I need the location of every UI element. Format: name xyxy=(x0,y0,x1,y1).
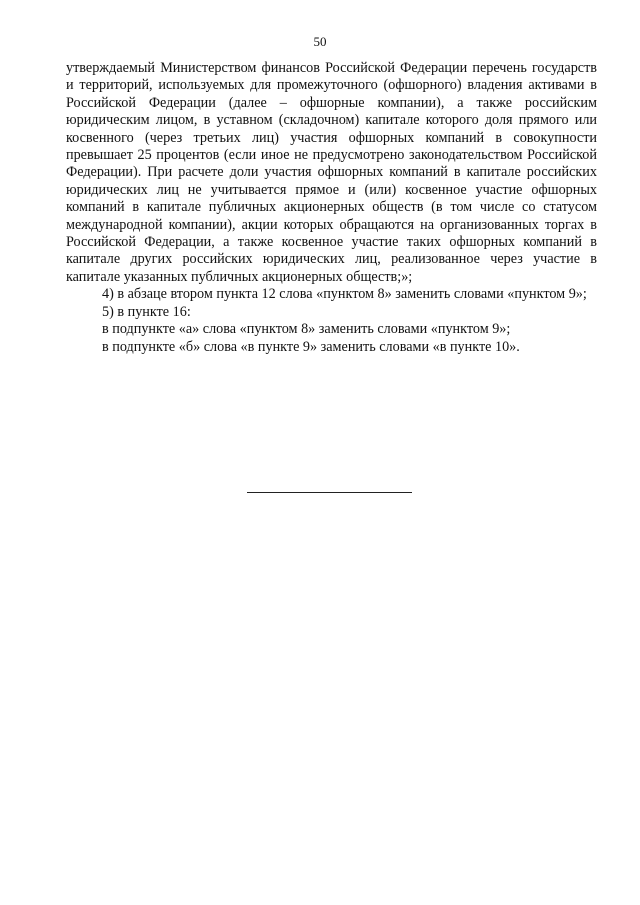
document-body xyxy=(66,60,597,356)
paragraph-offshore-definition: утверждаемый Министерством финансов Российской Федерации перечень государств и территорий, используемых для промежуточного (офшорного) владения активами в Российской Федерации (далее – офшорные компании), а также российским юридическим лицом, в уставном (складочном) капитале которого доля прямого или косвенного (через третьих лиц) участия офшорных компаний в совокупности превышает 25 процентов (если иное не предусмотрено законодательством Российской Федерации). При расчете доли участия офшорных компаний в капитале российских юридических лиц не учитывается прямое и (или) косвенное участие офшорных компаний в капитале публичных акционерных обществ (в том числе со статусом международной компании), акции которых обращаются на организованных торгах в Российской Федерации, а также косвенное участие таких офшорных компаний в капитале других российских юридических лиц, реализованное через участие в капитале указанных публичных акционерных обществ;»; xyxy=(66,60,597,285)
paragraph-subitem-b: в подпункте «б» слова «в пункте 9» заменить словами «в пункте 10». xyxy=(102,338,520,355)
page-number: 50 xyxy=(313,34,327,49)
paragraph-item-5: 5) в пункте 16: xyxy=(102,303,191,320)
end-separator-line xyxy=(247,492,412,493)
paragraph-item-4: 4) в абзаце втором пункта 12 слова «пунктом 8» заменить словами «пунктом 9»; xyxy=(102,286,587,303)
paragraph-subitem-a: в подпункте «а» слова «пунктом 8» заменить словами «пунктом 9»; xyxy=(102,321,511,338)
